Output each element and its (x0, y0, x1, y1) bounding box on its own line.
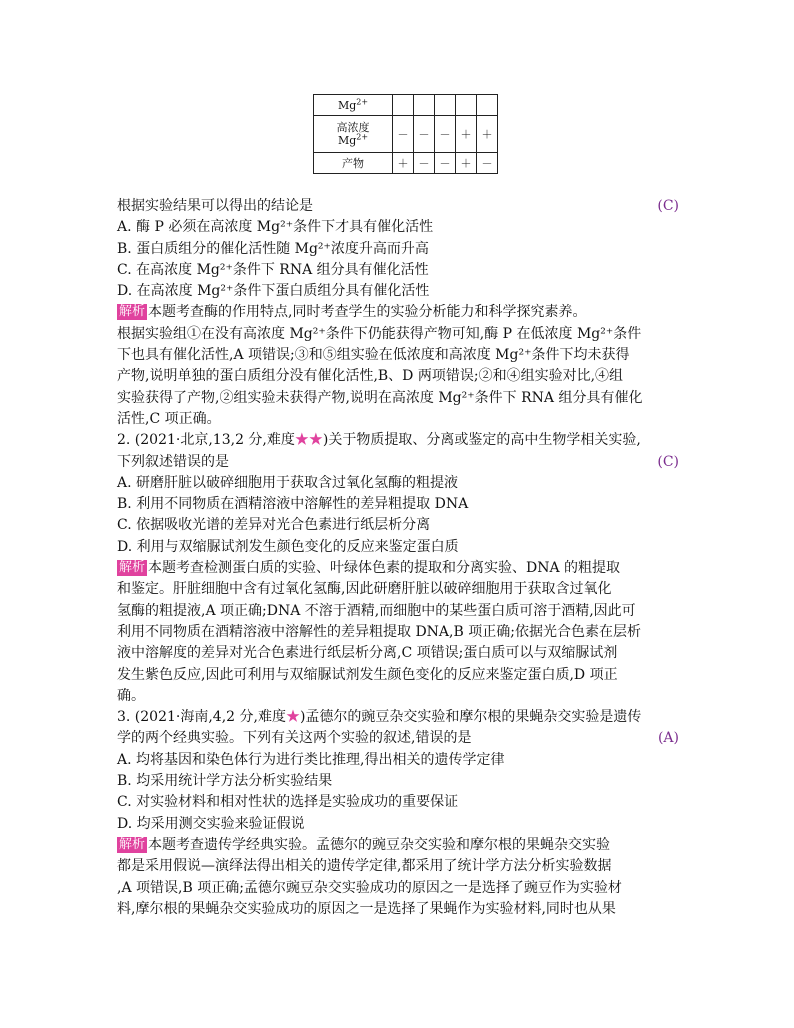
analysis-line (117, 558, 679, 579)
experiment-table (313, 94, 498, 174)
table-cell: － (393, 116, 414, 153)
stem-text: 根据实验结果可以得出的结论是 (117, 198, 313, 214)
analysis-tag: 解析 (119, 304, 146, 320)
question-content (117, 196, 679, 920)
analysis-line: 液中溶解度的差异对光合色素进行纸层析分离,C 项错误;蛋白质可以与双缩脲试剂 (117, 645, 618, 662)
answer-label: (A) (657, 730, 679, 747)
analysis-line: 利用不同物质在酒精溶液中溶解性的差异粗提取 DNA,B 项正确;依据光合色素在层析 (117, 623, 641, 640)
stem-text: 学的两个经典实验。下列有关这两个实验的叙述,错误的是 (117, 730, 472, 747)
question-stem-line2 (117, 728, 679, 749)
analysis-line: 确。 (117, 687, 145, 704)
question-stem-line2 (117, 452, 679, 473)
option-c: C. 在高浓度 Mg²⁺条件下 RNA 组分具有催化活性 (117, 261, 429, 278)
analysis-line: ,A 项错误,B 项正确;孟德尔豌豆杂交实验成功的原因之一是选择了豌豆作为实验材 (117, 879, 622, 896)
answer-label: (C) (657, 453, 679, 470)
table-cell: － (477, 153, 498, 174)
option-a: A. 酶 P 必须在高浓度 Mg²⁺条件下才具有催化活性 (117, 219, 434, 236)
analysis-text: 本题考查酶的作用特点,同时考查学生的实验分析能力和科学探究素养。 (148, 304, 587, 321)
analysis-tag: 解析 (119, 836, 146, 852)
stem-suffix: )孟德尔的豌豆杂交实验和摩尔根的果蝇杂交实验是遗传 (299, 709, 642, 726)
question-stem (117, 707, 679, 728)
option-a: A. 研磨肝脏以破碎细胞用于获取含过氧化氢酶的粗提液 (117, 474, 459, 491)
table-cell (477, 95, 498, 116)
stem-text: 下列叙述错误的是 (117, 453, 229, 470)
stem-prefix: 2. (2021·北京,13,2 分,难度 (117, 432, 295, 449)
analysis-line: 氢酶的粗提液,A 项正确;DNA 不溶于酒精,而细胞中的某些蛋白质可溶于酒精,因此可 (117, 602, 636, 619)
table-cell (456, 95, 477, 116)
row-label-product: 产物 (314, 153, 393, 174)
option-a: A. 均将基因和染色体行为进行类比推理,得出相关的遗传学定律 (117, 751, 505, 768)
answer-label: (C) (657, 198, 679, 214)
difficulty-stars: ★ (285, 709, 300, 726)
analysis-line: 都是采用假说—演绎法得出相关的遗传学定律,都采用了统计学方法分析实验数据 (117, 858, 612, 875)
table-cell (414, 95, 435, 116)
analysis-text: 本题考查遗传学经典实验。孟德尔的豌豆杂交实验和摩尔根的果蝇杂交实验 (148, 836, 611, 853)
table-cell (393, 95, 414, 116)
analysis-line: 产物,说明单独的蛋白质组分没有催化活性,B、D 两项错误;②和④组实验对比,④组 (117, 368, 624, 385)
table-cell: － (414, 153, 435, 174)
analysis-line (117, 835, 679, 856)
analysis-text: 本题考查检测蛋白质的实验、叶绿体色素的提取和分离实验、DNA 的粗提取 (148, 560, 621, 577)
analysis-line: 下也具有催化活性,A 项错误;③和⑤组实验在低浓度和高浓度 Mg²⁺条件下均未获得 (117, 347, 630, 364)
table-cell: － (435, 153, 456, 174)
table-cell: － (435, 116, 456, 153)
option-c: C. 依据吸收光谱的差异对光合色素进行纸层析分离 (117, 517, 431, 534)
analysis-line (117, 302, 679, 323)
question-stem (117, 430, 679, 451)
option-b: B. 蛋白质组分的催化活性随 Mg²⁺浓度升高而升高 (117, 240, 429, 257)
option-c: C. 对实验材料和相对性状的选择是实验成功的重要保证 (117, 794, 459, 811)
option-d: D. 利用与双缩脲试剂发生颜色变化的反应来鉴定蛋白质 (117, 538, 459, 555)
table-cell: － (414, 116, 435, 153)
option-d: D. 在高浓度 Mg²⁺条件下蛋白质组分具有催化活性 (117, 283, 430, 300)
analysis-line: 活性,C 项正确。 (117, 410, 221, 427)
row-label-high-mg: 高浓度 $Mg^{2+}$ (314, 116, 393, 153)
stem-suffix: )关于物质提取、分离或鉴定的高中生物学相关实验, (322, 432, 641, 449)
analysis-line: 实验获得了产物,②组实验未获得产物,说明在高浓度 Mg²⁺条件下 RNA 组分具有催化 (117, 389, 643, 406)
table-cell: ＋ (456, 116, 477, 153)
difficulty-stars: ★★ (294, 432, 323, 449)
stem-prefix: 3. (2021·海南,4,2 分,难度 (117, 709, 286, 726)
option-b: B. 利用不同物质在酒精溶液中溶解性的差异粗提取 DNA (117, 496, 469, 513)
table-row (314, 116, 498, 153)
analysis-line: 发生紫色反应,因此可利用与双缩脲试剂发生颜色变化的反应来鉴定蛋白质,D 项正 (117, 666, 618, 683)
option-d: D. 均采用测交实验来验证假说 (117, 815, 305, 832)
table-row (314, 153, 498, 174)
table-row (314, 95, 498, 116)
row-label-mg: $Mg^{2+}$ (314, 95, 393, 116)
option-b: B. 均采用统计学方法分析实验结果 (117, 773, 333, 790)
table-cell (435, 95, 456, 116)
analysis-line: 和鉴定。肝脏细胞中含有过氧化氢酶,因此研磨肝脏以破碎细胞用于获取含过氧化 (117, 581, 612, 598)
table-cell: ＋ (456, 153, 477, 174)
table-cell: ＋ (393, 153, 414, 174)
table-cell: ＋ (477, 116, 498, 153)
question-stem (117, 196, 679, 217)
analysis-line: 根据实验组①在没有高浓度 Mg²⁺条件下仍能获得产物可知,酶 P 在低浓度 Mg²⁺条件 (117, 325, 642, 342)
analysis-line: 料,摩尔根的果蝇杂交实验成功的原因之一是选择了果蝇作为实验材料,同时也从果 (117, 900, 616, 917)
analysis-tag: 解析 (119, 560, 146, 576)
